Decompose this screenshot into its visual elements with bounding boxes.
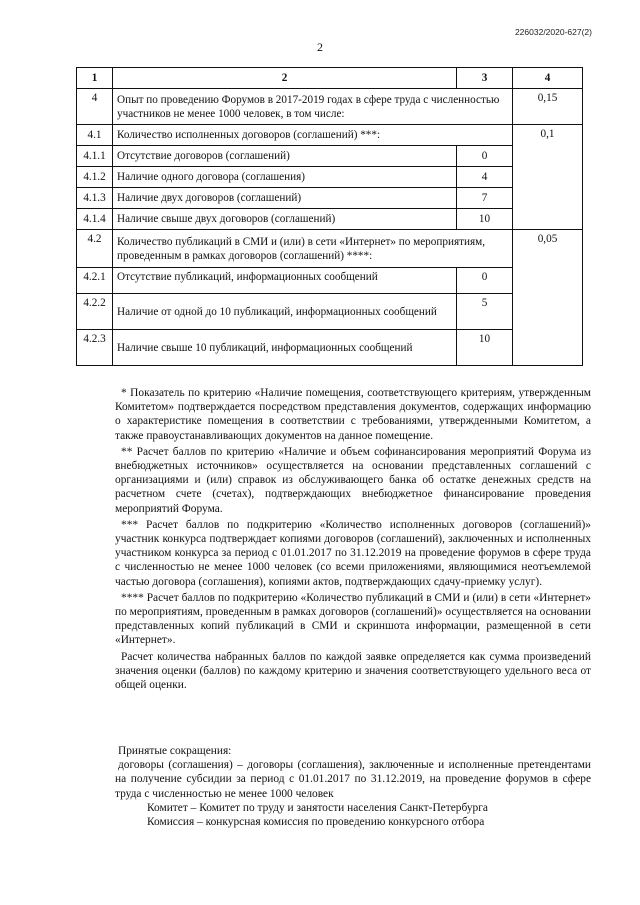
header-cell: 4 — [513, 68, 583, 89]
header-cell: 1 — [77, 68, 113, 89]
row-text: Наличие свыше 10 публикаций, информационных сообщений — [113, 330, 457, 366]
row-score: 0 — [457, 268, 513, 294]
row-number: 4.1.2 — [77, 167, 113, 188]
row-number: 4.2 — [77, 230, 113, 268]
table-row — [77, 89, 583, 125]
abbreviation-item: договоры (соглашения) – договоры (соглашения), заключенные и исполненные претендентами на получение субсидии за период с 01.01.2017 по 31.12.2019, на проведение форумов в сфере труда с численностью не менее 1000 человек — [115, 759, 591, 800]
footnote: *** Расчет баллов по подкритерию «Количество исполненных договоров (соглашений)» участник конкурса подтверждает копиями договоров (соглашений), заключенных и исполненных участником конкурса за период с 01.01.2017 по 31.12.2019 на проведение форумов в сфере труда с численностью не менее 1000 человек (со всеми приложениями, являющимися неотъемлемой частью договора (соглашения), копиями актов, подтверждающих сдачу-приемку услуг). — [115, 518, 591, 588]
row-number: 4 — [77, 89, 113, 125]
row-text: Наличие двух договоров (соглашений) — [113, 188, 457, 209]
table-row — [77, 167, 583, 188]
row-score: 7 — [457, 188, 513, 209]
criteria-table — [76, 67, 583, 366]
row-weight: 0,15 — [513, 89, 583, 125]
document-id: 226032/2020-627(2) — [514, 27, 592, 37]
header-cell: 3 — [457, 68, 513, 89]
abbreviations — [115, 744, 591, 829]
row-weight: 0,05 — [513, 230, 583, 366]
row-number: 4.2.2 — [77, 294, 113, 330]
table-row — [77, 330, 583, 366]
header-cell: 2 — [113, 68, 457, 89]
table-row — [77, 188, 583, 209]
row-number: 4.1 — [77, 125, 113, 146]
row-number: 4.1.4 — [77, 209, 113, 230]
row-text: Количество публикаций в СМИ и (или) в сети «Интернет» по мероприятиям, проведенным в рамках договоров (соглашений) ****: — [113, 230, 513, 268]
row-text: Опыт по проведению Форумов в 2017-2019 годах в сфере труда с численностью участников не менее 1000 человек, в том числе: — [113, 89, 513, 125]
row-score: 0 — [457, 146, 513, 167]
footnote: * Показатель по критерию «Наличие помещения, соответствующего критериям, утвержденным Комитетом» подтверждается посредством представления документов, содержащих информацию о характеристике помещения в соответствии с требованиями, утвержденными Комитетом, а также правоустанавливающих документов на данное помещение. — [115, 387, 591, 442]
table-row — [77, 209, 583, 230]
row-number: 4.2.1 — [77, 268, 113, 294]
row-score: 5 — [457, 294, 513, 330]
footnotes — [115, 386, 591, 694]
row-number: 4.1.3 — [77, 188, 113, 209]
footnote: **** Расчет баллов по подкритерию «Количество публикаций в СМИ и (или) в сети «Интернет» по мероприятиям, проведенным в рамках договоров (соглашений)» осуществляется на основании представленных копий публикаций в СМИ и скриншота информации, размещенной в сети «Интернет». — [115, 591, 591, 647]
table-header-row — [77, 68, 583, 89]
footnote: ** Расчет баллов по критерию «Наличие и объем софинансирования мероприятий Форума из внебюджетных источников» осуществляется на основании представленных соглашений с организациями и (или) справок из обслуживающего банка об остатке денежных средств на расчетном счете (счетах), подтверждающих внебюджетное финансирование проведения мероприятий Форума. — [115, 445, 591, 515]
row-score: 10 — [457, 330, 513, 366]
abbreviations-title: Принятые сокращения: — [118, 745, 232, 757]
row-text: Наличие свыше двух договоров (соглашений) — [113, 209, 457, 230]
row-number: 4.2.3 — [77, 330, 113, 366]
table-row — [77, 268, 583, 294]
abbreviation-item: Комитет – Комитет по труду и занятости населения Санкт-Петербурга — [147, 801, 488, 814]
table-row — [77, 230, 583, 268]
row-text: Наличие от одной до 10 публикаций, информационных сообщений — [113, 294, 457, 330]
row-number: 4.1.1 — [77, 146, 113, 167]
table-row — [77, 294, 583, 330]
table-row — [77, 125, 583, 146]
row-text: Отсутствие публикаций, информационных сообщений — [113, 268, 457, 294]
row-weight: 0,1 — [513, 125, 583, 230]
table-row — [77, 146, 583, 167]
abbreviation-item: Комиссия – конкурсная комиссия по проведению конкурсного отбора — [147, 816, 485, 829]
row-score: 4 — [457, 167, 513, 188]
row-text: Количество исполненных договоров (соглашений) ***: — [113, 125, 513, 146]
row-text: Наличие одного договора (соглашения) — [113, 167, 457, 188]
page-number: 2 — [317, 40, 323, 54]
row-score: 10 — [457, 209, 513, 230]
row-text: Отсутствие договоров (соглашений) — [113, 146, 457, 167]
calculation-note: Расчет количества набранных баллов по каждой заявке определяется как сумма произведений значения оценки (баллов) по каждому критерию и значения соответствующего удельного веса от общей оценки. — [115, 650, 591, 692]
